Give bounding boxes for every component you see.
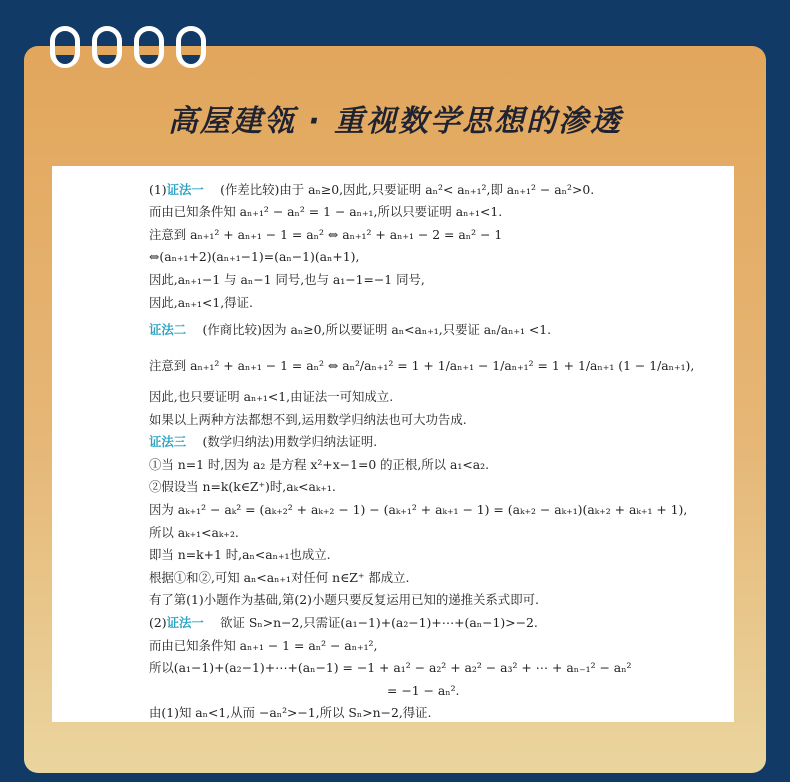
proof-line xyxy=(149,679,724,702)
proof-text: 欲证 Sₙ>n−2,只需证(a₁−1)+(a₂−1)+⋯+(aₙ−1)>−2. xyxy=(207,615,538,631)
proof-text: (作商比较)因为 aₙ≥0,所以要证明 aₙ<aₙ₊₁,只要证 aₙ/aₙ₊₁ <1. xyxy=(190,321,552,337)
proof-line xyxy=(149,702,724,725)
proof-text: = −1 − aₙ². xyxy=(387,682,460,698)
binder-ring-icon xyxy=(176,26,206,68)
proof-text: 注意到 aₙ₊₁² + aₙ₊₁ − 1 = aₙ² ⇔ aₙ₊₁² + aₙ₊₁ − 2 = aₙ² − 1 xyxy=(149,226,503,242)
proof-line xyxy=(149,589,724,612)
proof-line xyxy=(149,268,724,291)
proof-line xyxy=(149,544,724,567)
method-label: 证法一 xyxy=(166,615,204,631)
proof-line xyxy=(149,612,724,635)
method-label: 证法三 xyxy=(149,434,187,450)
part-number: (2) xyxy=(149,615,167,631)
proof-line xyxy=(149,314,724,346)
proof-line xyxy=(149,386,724,409)
proof-line xyxy=(149,246,724,269)
proof-text: 根据①和②,可知 aₙ<aₙ₊₁对任何 n∈Z⁺ 都成立. xyxy=(149,569,410,585)
binder-ring-icon xyxy=(134,26,164,68)
proof-text: 而由已知条件知 aₙ₊₁² − aₙ² = 1 − aₙ₊₁,所以只要证明 aₙ₊₁<1. xyxy=(149,204,503,220)
proof-line xyxy=(149,566,724,589)
proof-line xyxy=(149,178,724,201)
method-label: 证法一 xyxy=(166,181,204,197)
proof-line xyxy=(149,634,724,657)
proof-text: 所以 aₖ₊₁<aₖ₊₂. xyxy=(149,524,239,540)
proof-text: 因为 aₖ₊₁² − aₖ² = (aₖ₊₂² + aₖ₊₂ − 1) − (aₖ₊₁² + aₖ₊₁ − 1) = (aₖ₊₂ − aₖ₊₁)(aₖ₊₂ + aₖ₊₁ + 1), xyxy=(149,502,688,518)
proof-line xyxy=(149,408,724,431)
proof-line xyxy=(149,476,724,499)
proof-line xyxy=(149,499,724,522)
proof-text: 由(1)知 aₙ<1,从而 −aₙ²>−1,所以 Sₙ>n−2,得证. xyxy=(149,705,432,721)
proof-text: 即当 n=k+1 时,aₙ<aₙ₊₁也成立. xyxy=(149,547,331,563)
proof-line xyxy=(149,431,724,454)
proof-line xyxy=(149,657,724,680)
proof-line xyxy=(149,453,724,476)
page-title: 高屋建瓴 · 重视数学思想的渗透 xyxy=(167,104,623,139)
binder-ring-icon xyxy=(50,26,80,68)
proof-text: 有了第(1)小题作为基础,第(2)小题只要反复运用已知的递推关系式即可. xyxy=(149,592,539,608)
proof-line xyxy=(149,201,724,224)
proof-text: ②假设当 n=k(k∈Z⁺)时,aₖ<aₖ₊₁. xyxy=(149,479,336,495)
proof-line xyxy=(149,346,724,386)
proof-text: 因此,也只要证明 aₙ₊₁<1,由证法一可知成立. xyxy=(149,389,394,405)
proof-text: ①当 n=1 时,因为 a₂ 是方程 x²+x−1=0 的正根,所以 a₁<a₂. xyxy=(149,456,490,472)
proof-text: 因此,aₙ₊₁<1,得证. xyxy=(149,294,253,310)
proof-text: ⇔(aₙ₊₁+2)(aₙ₊₁−1)=(aₙ−1)(aₙ+1), xyxy=(149,249,360,265)
proof-line xyxy=(149,291,724,314)
binder-ring-icon xyxy=(92,26,122,68)
proof-line xyxy=(149,223,724,246)
proof-text: 而由已知条件知 aₙ₊₁ − 1 = aₙ² − aₙ₊₁², xyxy=(149,637,378,653)
proof-text: 因此,aₙ₊₁−1 与 aₙ−1 同号,也与 a₁−1=−1 同号, xyxy=(149,271,425,287)
part-number: (1) xyxy=(149,181,167,197)
proof-text: (数学归纳法)用数学归纳法证明. xyxy=(190,434,378,450)
proof-text: (作差比较)由于 aₙ≥0,因此,只要证明 aₙ²< aₙ₊₁²,即 aₙ₊₁² − aₙ²>0. xyxy=(207,181,595,197)
proof-sheet xyxy=(52,166,734,722)
proof-line xyxy=(149,521,724,544)
proof-text: 如果以上两种方法都想不到,运用数学归纳法也可大功告成. xyxy=(149,411,467,427)
proof-text: 所以(a₁−1)+(a₂−1)+⋯+(aₙ−1) = −1 + a₁² − a₂² + a₂² − a₃² + ⋯ + aₙ₋₁² − aₙ² xyxy=(149,660,632,676)
binder-rings xyxy=(50,26,206,68)
proof-text: 注意到 aₙ₊₁² + aₙ₊₁ − 1 = aₙ² ⇔ aₙ²/aₙ₊₁² = 1 + 1/aₙ₊₁ − 1/aₙ₊₁² = 1 + 1/aₙ₊₁ (1 − 1/aₙ₊₁), xyxy=(149,357,695,373)
method-label: 证法二 xyxy=(149,321,187,337)
